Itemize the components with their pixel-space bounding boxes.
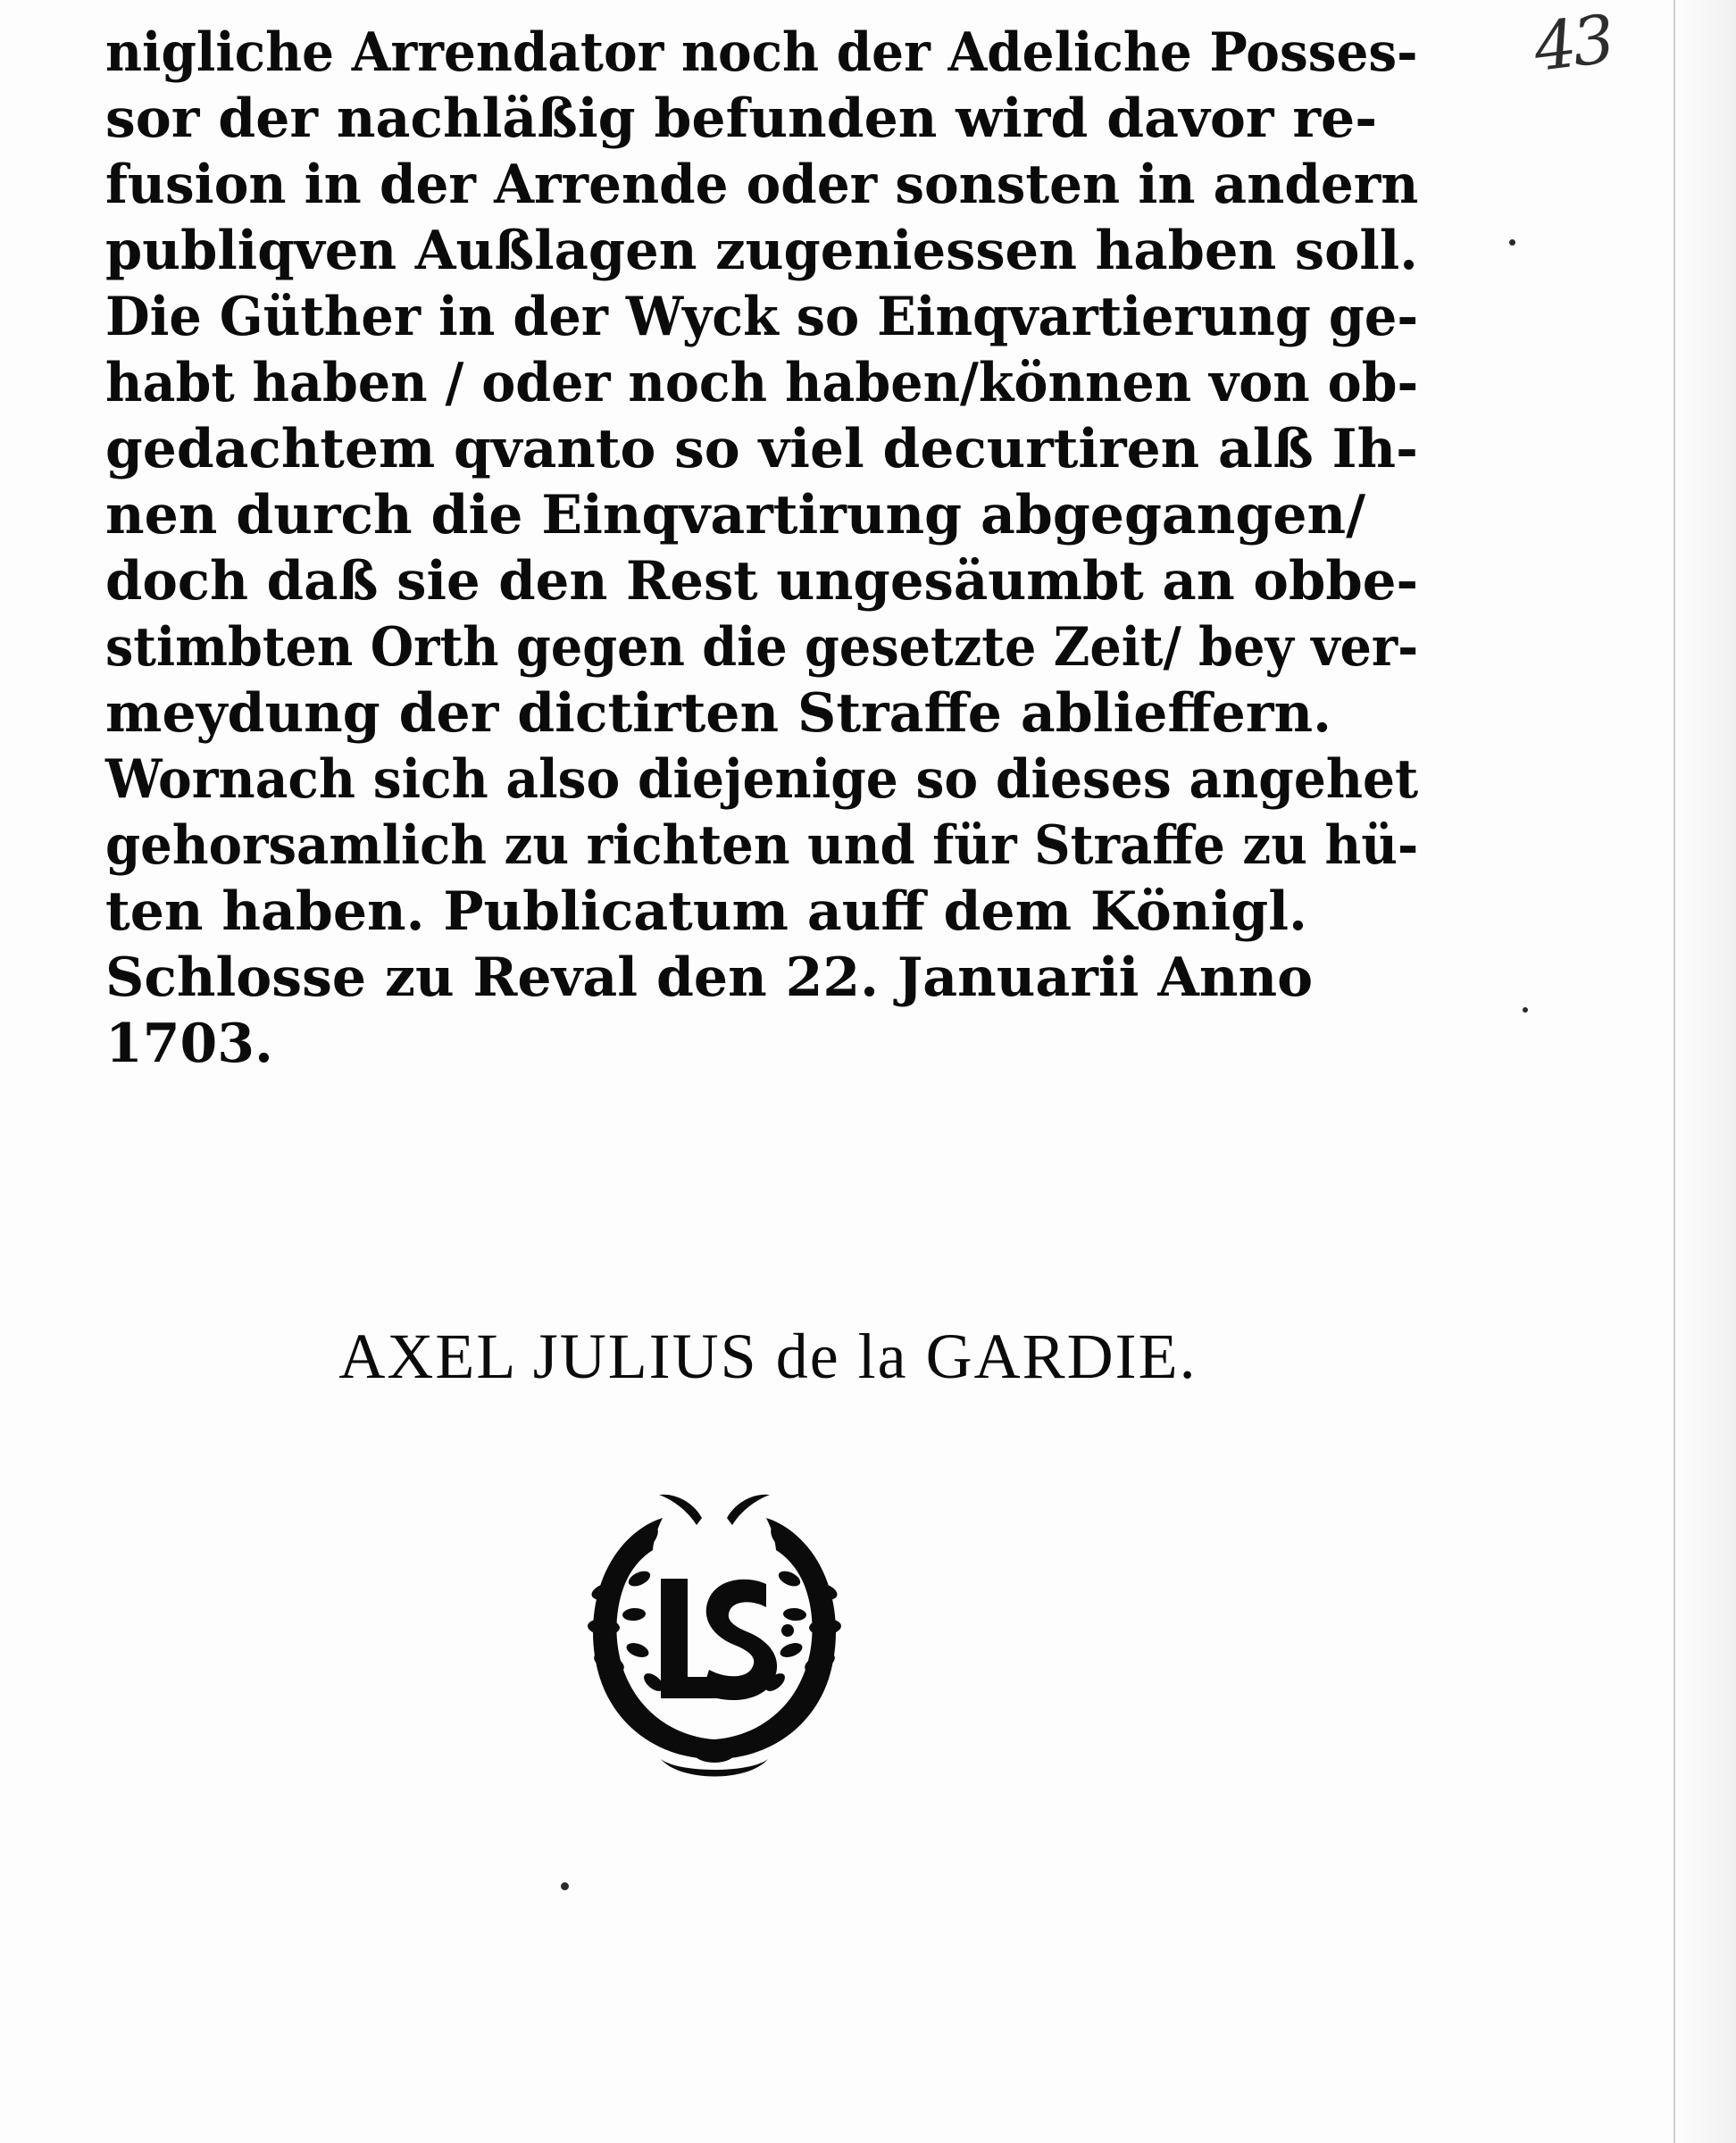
text-line: Schlosse zu Reval den 22. Januarii Anno xyxy=(105,946,1314,1009)
document-body-text xyxy=(105,20,1418,1077)
scan-edge-line xyxy=(1673,0,1675,2143)
text-line: doch daß sie den Rest ungesäumbt an obbe- xyxy=(105,550,1419,613)
seal-emblem xyxy=(527,1464,902,1786)
text-line: gedachtem qvanto so viel decurtiren alß Ih- xyxy=(105,418,1418,480)
scan-edge-shading xyxy=(1673,0,1736,2143)
text-line: nen durch die Einqvartirung abgegangen/ xyxy=(105,484,1366,546)
text-line: habt haben / oder noch haben/können von ob- xyxy=(105,352,1419,414)
text-line: ten haben. Publicatum auff dem Königl. xyxy=(105,880,1307,943)
text-line: sor der nachläßig befunden wird davor re- xyxy=(105,88,1378,150)
text-line: Die Güther in der Wyck so Einqvartierung ge- xyxy=(105,286,1419,348)
text-line: nigliche Arrendator noch der Adeliche Posses- xyxy=(105,21,1418,84)
folio-number-handwritten: 43 xyxy=(1530,1,1616,87)
text-line: 1703. xyxy=(105,1013,273,1075)
ink-speck xyxy=(1509,239,1515,246)
text-line: gehorsamlich zu richten und für Straffe zu hü- xyxy=(105,814,1419,877)
signatory-name: AXEL JULIUS de la GARDIE. xyxy=(338,1321,1198,1392)
text-line: Wornach sich also diejenige so dieses angehet xyxy=(105,748,1419,811)
text-line: fusion in der Arrende oder sonsten in andern xyxy=(105,154,1419,216)
text-line: meydung der dictirten Straffe ablieffern. xyxy=(105,682,1331,745)
text-line: publiqven Außlagen zugeniessen haben soll. xyxy=(105,220,1418,282)
ink-speck xyxy=(1523,1007,1528,1013)
text-line: stimbten Orth gegen die gesetzte Zeit/ bey ver- xyxy=(105,616,1419,679)
ink-speck xyxy=(561,1882,569,1890)
